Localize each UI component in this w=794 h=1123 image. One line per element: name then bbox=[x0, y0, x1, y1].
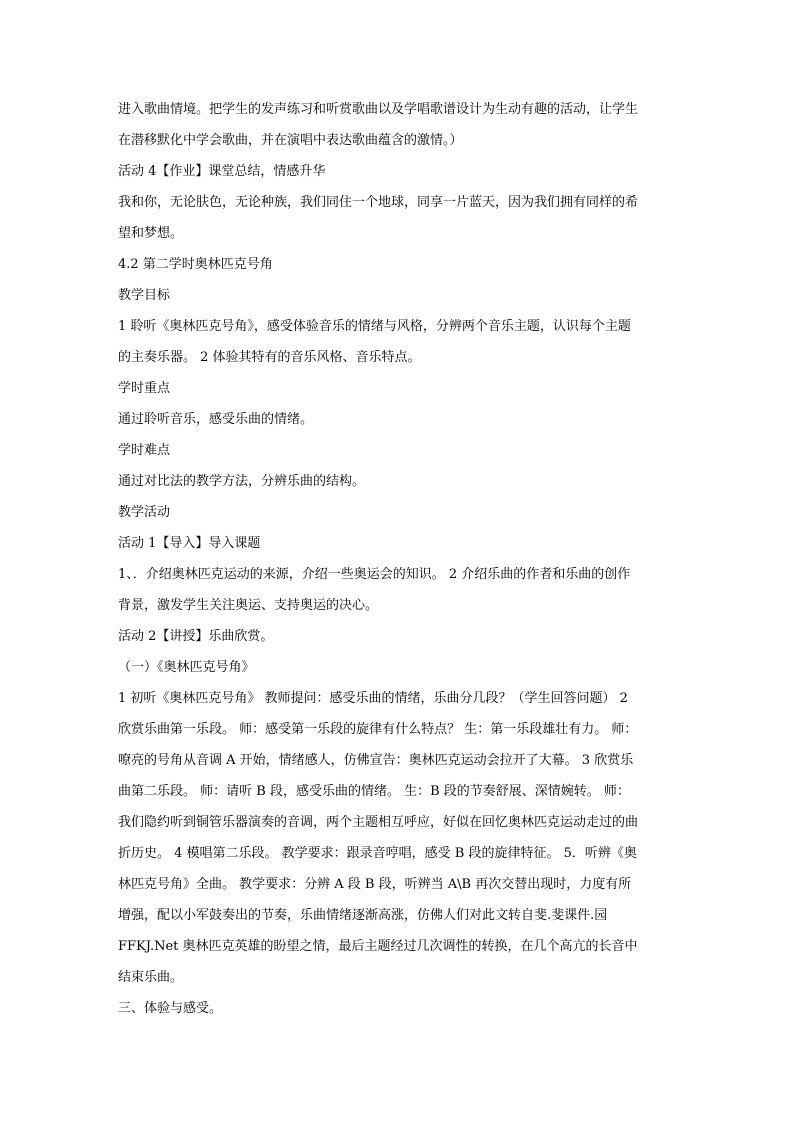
text-line: 1、．介绍奥林匹克运动的来源，介绍一些奥运会的知识。 2 介绍乐曲的作者和乐曲的创作 bbox=[118, 567, 631, 582]
text-line: 望和梦想。 bbox=[118, 226, 184, 241]
section-heading: 活动 1【导入】导入课题 bbox=[118, 536, 261, 551]
text-line: 的主奏乐器。 2 体验其特有的音乐风格、音乐特点。 bbox=[118, 350, 421, 365]
section-heading: 学时难点 bbox=[118, 443, 171, 458]
text-line: 嘹亮的号角从音调 A 开始，情绪感人，仿佛宣告：奥林匹克运动会拉开了大幕。 3 欣赏乐 bbox=[118, 753, 634, 768]
section-heading: 4.2 第二学时奥林匹克号角 bbox=[118, 257, 273, 272]
text-line: 通过对比法的教学方法，分辨乐曲的结构。 bbox=[118, 474, 366, 489]
text-line: 曲第二乐段。 师：请听 B 段，感受乐曲的情绪。 生：B 段的节奏舒展、深情婉转。 师： bbox=[118, 784, 630, 799]
section-heading: 教学活动 bbox=[118, 505, 171, 520]
section-heading: 活动 4【作业】课堂总结，情感升华 bbox=[118, 164, 326, 179]
section-heading: 学时重点 bbox=[118, 381, 171, 396]
section-heading: 教学目标 bbox=[118, 288, 171, 303]
text-line: 进入歌曲情境。把学生的发声练习和听赏歌曲以及学唱歌谱设计为生动有趣的活动，让学生 bbox=[118, 102, 639, 117]
text-line: 折历史。 4 模唱第二乐段。 教学要求：跟录音哼唱，感受 B 段的旋律特征。 5．听辨《奥 bbox=[118, 846, 637, 861]
text-line: 1 初听《奥林匹克号角》 教师提问：感受乐曲的情绪，乐曲分几段？（学生回答问题） 2 bbox=[118, 691, 628, 706]
text-line: 欣赏乐曲第一乐段。 师：感受第一乐段的旋律有什么特点？ 生：第一乐段雄壮有力。 师： bbox=[118, 722, 638, 737]
text-line: 1 聆听《奥林匹克号角》，感受体验音乐的情绪与风格，分辨两个音乐主题，认识每个主题 bbox=[118, 319, 631, 334]
text-line: 增强，配以小军鼓奏出的节奏，乐曲情绪逐渐高涨，仿佛人们对此文转自斐.斐课件.园 bbox=[118, 908, 608, 923]
text-line: 结束乐曲。 bbox=[118, 970, 184, 985]
text-line: 林匹克号角》全曲。 教学要求：分辨 A 段 B 段，听辨当 A\B 再次交替出现时，力度有所 bbox=[118, 877, 632, 892]
text-line: 背景，激发学生关注奥运、支持奥运的决心。 bbox=[118, 598, 379, 613]
text-line: 我们隐约听到铜管乐器演奏的音调，两个主题相互呼应，好似在回忆奥林匹克运动走过的曲 bbox=[118, 815, 639, 830]
text-line: FFKJ.Net 奥林匹克英雄的盼望之情，最后主题经过几次调性的转换，在几个高亢的长音中 bbox=[118, 939, 638, 954]
text-line: 我和你，无论肤色，无论种族，我们同住一个地球，同享一片蓝天，因为我们拥有同样的希 bbox=[118, 195, 639, 210]
section-heading: 三、体验与感受。 bbox=[118, 1001, 223, 1016]
section-heading: 活动 2【讲授】乐曲欣赏。 bbox=[118, 629, 274, 644]
text-line: 在潜移默化中学会歌曲，并在演唱中表达歌曲蕴含的激情。） bbox=[118, 133, 463, 148]
document-body bbox=[118, 94, 678, 1024]
text-line: 通过聆听音乐，感受乐曲的情绪。 bbox=[118, 412, 314, 427]
section-heading: （一）《奥林匹克号角》 bbox=[118, 660, 255, 675]
